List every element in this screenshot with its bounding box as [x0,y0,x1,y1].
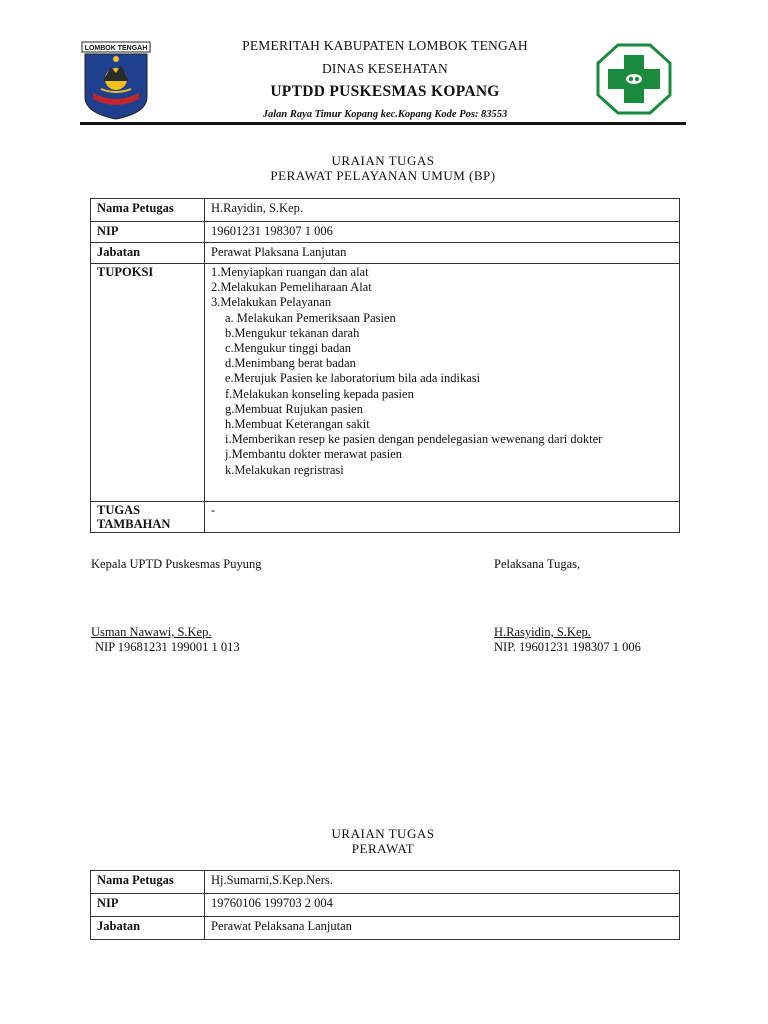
list-item: b.Mengukur tekanan darah [225,325,360,340]
list-item: i.Memberikan resep ke pasien dengan pendelegasian wewenang dari dokter [225,432,603,447]
section1-title: URAIAN TUGAS [331,153,435,168]
lombok-tengah-logo [81,41,151,121]
right-signatory-role: Pelaksana Tugas, [494,557,581,571]
list-item: 2.Melakukan Pemeliharaan Alat [211,280,372,295]
nama-value-2: Hj.Sumarni,S.Kep.Ners. [205,871,680,894]
left-signatory-nip: NIP 19681231 199001 1 013 [95,640,240,654]
nip-label-2: NIP [91,894,205,917]
list-item: g.Membuat Rujukan pasien [225,401,363,416]
tupoksi-label: TUPOKSI [91,264,205,502]
header-line-1: PEMERITAH KABUPATEN LOMBOK TENGAH [242,38,528,53]
table-row [91,264,680,502]
puskesmas-logo [596,43,672,115]
table-row [91,502,680,533]
list-item: j.Membantu dokter merawat pasien [225,447,403,462]
list-item: c.Mengukur tinggi badan [225,341,352,356]
nama-label: Nama Petugas [91,199,205,222]
jabatan-label-2: Jabatan [91,917,205,940]
list-item: k.Melakukan regristrasi [225,462,344,477]
list-item: d.Menimbang berat badan [225,356,356,371]
header-address: Jalan Raya Timur Kopang kec.Kopang Kode Pos: 83553 [262,109,508,120]
section2-title: URAIAN TUGAS [331,826,435,841]
header-line-2: DINAS KESEHATAN [321,61,449,76]
nama-label-2: Nama Petugas [91,871,205,894]
table-row [91,243,680,264]
right-signatory-nip: NIP. 19601231 198307 1 006 [494,640,641,654]
section2-subtitle: PERAWAT [351,841,415,856]
list-item: a. Melakukan Pemeriksaan Pasien [225,310,396,325]
table-row [91,871,680,894]
jabatan-value-2: Perawat Pelaksana Lanjutan [205,917,680,940]
nip-value: 19601231 198307 1 006 [205,222,680,243]
list-item: 3.Melakukan Pelayanan [211,295,332,310]
logo-text: LOMBOK TENGAH [84,45,148,52]
list-item: e.Merujuk Pasien ke laboratorium bila ada indikasi [225,371,481,386]
header-line-3: UPTDD PUSKESMAS KOPANG [270,83,500,100]
list-item: f.Melakukan konseling kepada pasien [225,386,414,401]
jabatan-label: Jabatan [91,243,205,264]
left-signatory-role: Kepala UPTD Puskesmas Puyung [91,557,262,571]
right-signatory-name: H.Rasyidin, S.Kep. [494,625,591,639]
section1-subtitle: PERAWAT PELAYANAN UMUM (BP) [270,168,496,183]
tugas-tambahan-label: TUGAS TAMBAHAN [91,502,205,533]
table-row [91,917,680,940]
table-row [91,894,680,917]
nip-value-2: 19760106 199703 2 004 [205,894,680,917]
list-item: h.Membuat Keterangan sakit [225,417,370,432]
list-item: 1.Menyiapkan ruangan dan alat [211,265,369,279]
table-row [91,222,680,243]
nama-value: H.Rayidin, S.Kep. [205,199,680,222]
section2-table [90,870,680,940]
table-row [91,199,680,222]
header-divider [80,122,686,125]
tupoksi-value [205,264,680,502]
tugas-tambahan-value: - [205,502,680,533]
jabatan-value: Perawat Plaksana Lanjutan [205,243,680,264]
nip-label: NIP [91,222,205,243]
left-signatory-name: Usman Nawawi, S.Kep. [91,625,212,639]
section1-table [90,198,680,533]
